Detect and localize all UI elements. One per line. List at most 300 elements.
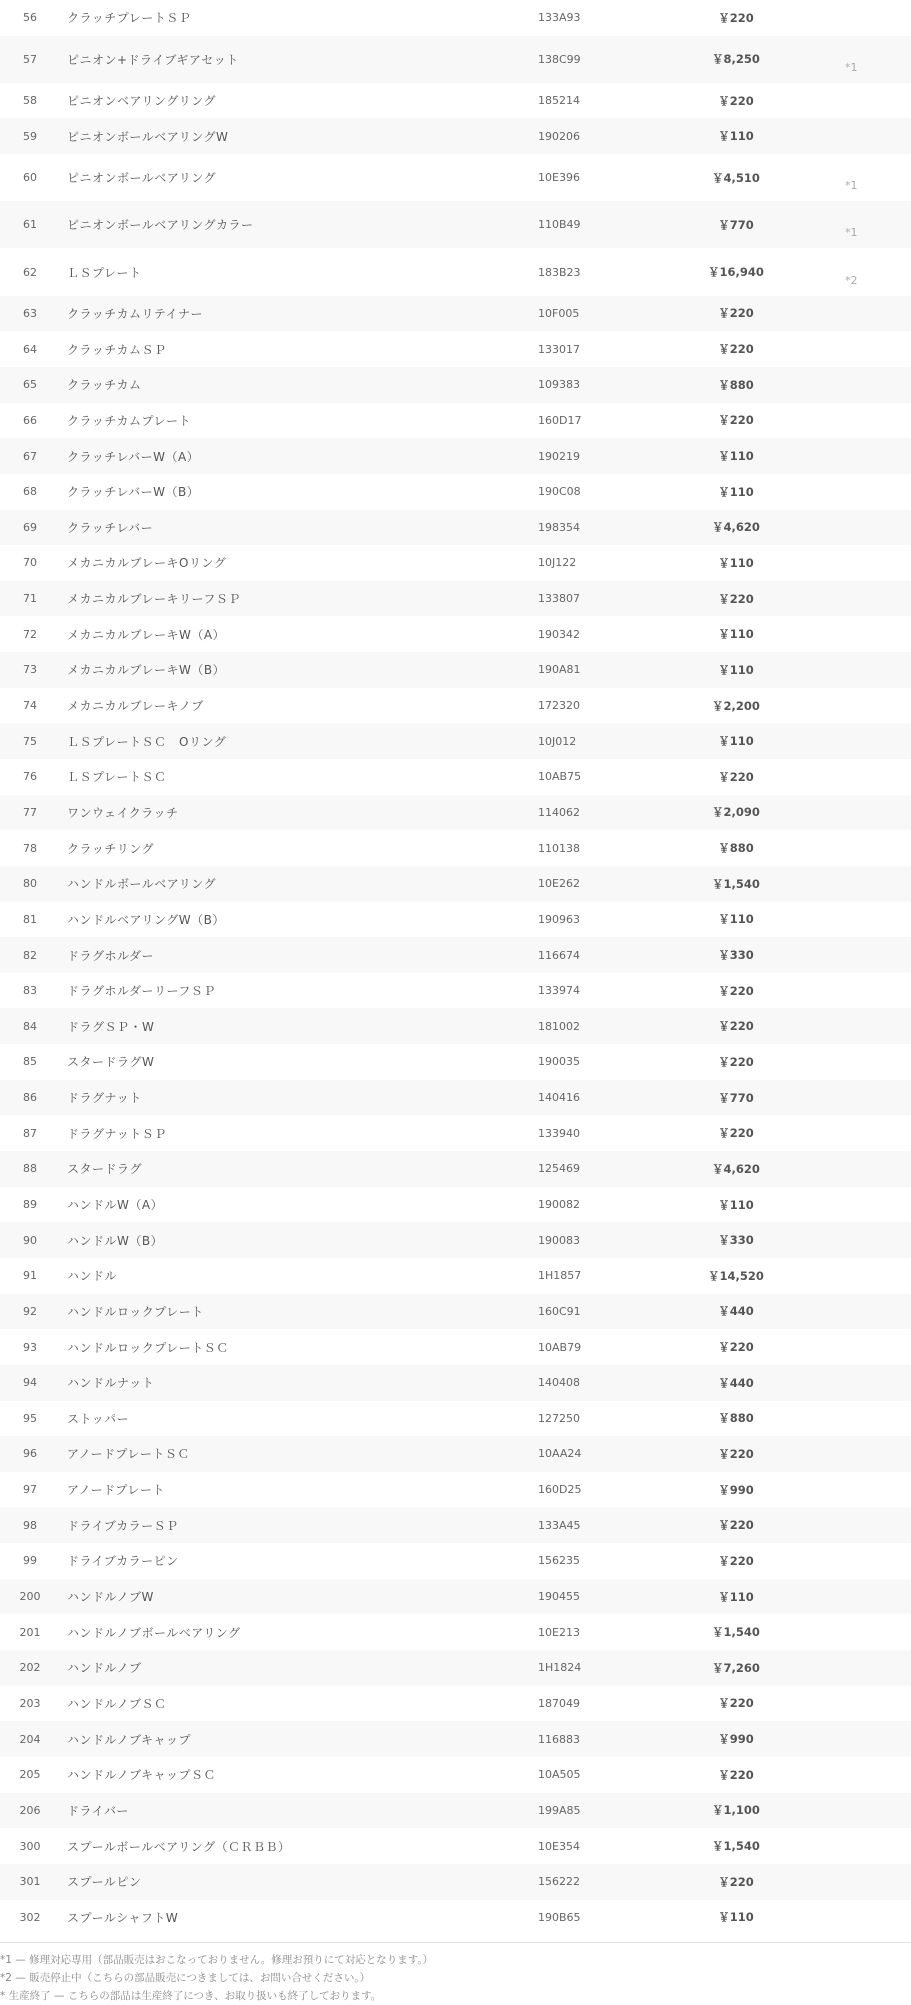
part-name: ハンドルノブキャップ: [67, 1732, 192, 1747]
part-code: 190A81: [538, 663, 581, 677]
part-note: [845, 1401, 885, 1437]
part-note: [845, 723, 885, 759]
part-note: [845, 1258, 885, 1294]
table-row: [0, 937, 911, 973]
part-name: ピニオンボールベアリング: [67, 171, 217, 186]
part-number: 73: [23, 663, 37, 677]
part-number: 78: [23, 841, 37, 855]
part-name: ピニオンボールベアリングW: [67, 129, 229, 144]
part-code: 181002: [538, 1019, 580, 1033]
table-row: [0, 1329, 911, 1365]
part-number: 60: [23, 171, 37, 185]
part-price: ￥110: [718, 129, 754, 144]
part-name: ドライバー: [67, 1803, 129, 1818]
part-name: クラッチレバーW（A）: [67, 449, 200, 464]
part-note: [845, 1436, 885, 1472]
part-name: ハンドルW（A）: [67, 1198, 164, 1212]
table-row: [0, 510, 911, 546]
part-note: [845, 795, 885, 831]
part-code: 110138: [538, 841, 580, 855]
part-note: [845, 474, 885, 510]
part-price: ￥220: [718, 1340, 754, 1355]
part-name: ワンウェイクラッチ: [67, 805, 179, 820]
part-note: [845, 545, 885, 581]
part-note: *1: [845, 60, 858, 74]
table-row: [0, 688, 911, 724]
part-number: 205: [19, 1768, 41, 1782]
part-price: ￥8,250: [712, 52, 760, 67]
table-row: [0, 866, 911, 902]
part-note: [845, 83, 885, 119]
part-number: 89: [23, 1198, 37, 1211]
part-code: 10J012: [538, 734, 577, 748]
part-code: 10A505: [538, 1768, 581, 1782]
part-price: ￥220: [718, 413, 754, 428]
part-name: クラッチレバーW（B）: [67, 485, 200, 500]
part-name: ハンドルノブＳＣ: [67, 1696, 167, 1711]
part-note: [845, 1864, 885, 1900]
table-row: [0, 1614, 911, 1650]
part-name: クラッチカムリテイナー: [67, 306, 203, 321]
part-code: 198354: [538, 520, 580, 534]
table-row: [0, 545, 911, 581]
part-code: 190455: [538, 1590, 580, 1604]
part-code: 160D17: [538, 413, 582, 427]
part-price: ￥220: [718, 1019, 754, 1034]
part-note: [845, 1507, 885, 1543]
part-note: *1: [845, 226, 858, 240]
part-name: クラッチカム: [67, 378, 142, 393]
part-code: 133017: [538, 342, 580, 356]
part-price: ￥220: [718, 93, 754, 108]
part-name: ドラグＳＰ・W: [67, 1019, 155, 1034]
part-code: 127250: [538, 1411, 580, 1425]
part-note: [845, 1008, 885, 1044]
part-price: ￥1,100: [712, 1803, 760, 1818]
part-name: メカニカルブレーキW（B）: [67, 663, 226, 678]
part-number: 97: [23, 1483, 37, 1497]
part-name: ドラグホルダー: [67, 948, 155, 963]
part-code: 10E354: [538, 1839, 580, 1853]
table-row: [0, 201, 911, 248]
part-note: [845, 1900, 885, 1936]
table-row: [0, 438, 911, 474]
part-price: ￥220: [718, 1874, 754, 1889]
part-number: 94: [23, 1376, 37, 1390]
part-number: 202: [19, 1661, 41, 1675]
part-code: 10E396: [538, 171, 580, 185]
part-price: ￥990: [718, 1732, 754, 1747]
part-number: 302: [19, 1910, 41, 1924]
part-number: 69: [23, 520, 37, 534]
part-code: 1H1857: [538, 1269, 582, 1283]
part-price: ￥1,540: [712, 1839, 760, 1854]
table-row: [0, 1828, 911, 1864]
part-price: ￥4,620: [712, 520, 760, 535]
part-code: 10AB79: [538, 1340, 582, 1354]
part-note: [845, 652, 885, 688]
part-name: ハンドルノブ: [67, 1661, 142, 1676]
part-price: ￥4,620: [712, 1161, 760, 1176]
part-number: 59: [23, 129, 37, 143]
part-price: ￥880: [718, 1411, 754, 1426]
part-price: ￥220: [718, 1767, 754, 1782]
part-number: 70: [23, 556, 37, 570]
part-name: ストッパー: [67, 1411, 130, 1426]
part-name: ハンドルボールベアリング: [67, 877, 217, 892]
table-row: [0, 0, 911, 36]
part-number: 58: [23, 94, 37, 108]
part-price: ￥110: [718, 734, 754, 749]
part-price: ￥2,200: [712, 698, 760, 713]
part-code: 199A85: [538, 1803, 581, 1817]
part-price: ￥770: [718, 217, 754, 232]
part-name: ドラグナットＳＰ: [67, 1126, 167, 1141]
part-code: 190342: [538, 627, 580, 641]
part-name: ハンドルナット: [67, 1376, 155, 1391]
table-row: [0, 296, 911, 332]
part-price: ￥2,090: [712, 805, 760, 820]
part-code: 190963: [538, 912, 580, 926]
part-name: クラッチプレートＳＰ: [67, 11, 192, 26]
part-code: 190035: [538, 1055, 580, 1069]
part-code: 183B23: [538, 265, 581, 279]
part-number: 95: [23, 1411, 37, 1425]
part-code: 114062: [538, 805, 580, 819]
part-name: メカニカルブレーキW（A）: [67, 627, 226, 642]
part-price: ￥220: [718, 1553, 754, 1568]
part-code: 10AB75: [538, 770, 582, 784]
table-row: [0, 403, 911, 439]
part-name: アノードプレート: [67, 1483, 165, 1498]
part-note: [845, 1080, 885, 1116]
part-code: 156222: [538, 1875, 580, 1889]
table-row: [0, 1472, 911, 1508]
table-row: [0, 616, 911, 652]
table-row: [0, 1900, 911, 1936]
table-row: [0, 1686, 911, 1722]
part-name: ピニオンベアリングリング: [67, 94, 217, 109]
part-code: 133974: [538, 984, 580, 998]
part-note: [845, 403, 885, 439]
part-code: 109383: [538, 378, 580, 392]
table-row: [0, 1365, 911, 1401]
table-row: [0, 795, 911, 831]
part-price: ￥220: [718, 1696, 754, 1711]
table-row: [0, 1187, 911, 1223]
table-row: [0, 1650, 911, 1686]
part-price: ￥1,540: [712, 1625, 760, 1640]
part-code: 156235: [538, 1554, 580, 1568]
part-code: 160C91: [538, 1304, 581, 1318]
part-number: 80: [23, 877, 37, 891]
part-name: ハンドルベアリングW（B）: [67, 912, 225, 927]
table-row: [0, 1008, 911, 1044]
part-number: 76: [23, 770, 37, 784]
part-number: 71: [23, 592, 37, 606]
part-code: 10E262: [538, 877, 580, 891]
part-number: 91: [23, 1269, 37, 1283]
part-note: [845, 1579, 885, 1615]
part-price: ￥440: [718, 1304, 754, 1319]
part-code: 133807: [538, 592, 580, 606]
part-code: 190B65: [538, 1910, 581, 1924]
table-row: [0, 1258, 911, 1294]
part-code: 190082: [538, 1198, 580, 1211]
part-note: [845, 438, 885, 474]
part-name: クラッチカムプレート: [67, 413, 192, 428]
part-name: ハンドルロックプレートＳＣ: [67, 1340, 229, 1355]
part-number: 66: [23, 413, 37, 427]
part-note: [845, 1222, 885, 1258]
part-number: 203: [19, 1696, 41, 1710]
part-price: ￥110: [718, 662, 754, 677]
part-price: ￥220: [718, 1446, 754, 1461]
part-price: ￥440: [718, 1375, 754, 1390]
part-note: [845, 688, 885, 724]
part-code: 116883: [538, 1732, 580, 1746]
part-code: 10E213: [538, 1625, 580, 1639]
part-number: 300: [19, 1839, 41, 1853]
part-name: ハンドル: [67, 1269, 118, 1284]
part-name: ドライブカラーピン: [67, 1554, 179, 1569]
table-row: [0, 1080, 911, 1116]
divider: [0, 1942, 911, 1943]
part-note: [845, 1044, 885, 1080]
table-row: [0, 367, 911, 403]
part-name: ピニオン+ドライブギアセット: [67, 52, 239, 67]
part-note: [845, 937, 885, 973]
part-number: 74: [23, 699, 37, 713]
part-number: 93: [23, 1340, 37, 1354]
part-price: ￥14,520: [708, 1268, 764, 1283]
part-name: スタードラグW: [67, 1055, 155, 1070]
part-code: 10J122: [538, 556, 577, 570]
part-note: [845, 1757, 885, 1793]
footnote-3: * 生産終了 — こちらの部品は生産終了につき、お取り扱いも終了しております。: [0, 1990, 382, 2002]
table-row: [0, 1151, 911, 1187]
part-code: 110B49: [538, 218, 581, 232]
table-row: [0, 1044, 911, 1080]
part-number: 201: [19, 1625, 41, 1639]
part-number: 84: [23, 1019, 37, 1033]
table-row: [0, 154, 911, 201]
part-number: 57: [23, 52, 37, 66]
part-price: ￥220: [718, 1126, 754, 1141]
table-row: [0, 1115, 911, 1151]
table-row: [0, 1757, 911, 1793]
part-name: ハンドルノブW: [67, 1590, 154, 1605]
part-price: ￥220: [718, 1518, 754, 1533]
part-price: ￥880: [718, 377, 754, 392]
part-name: ハンドルノブボールベアリング: [67, 1625, 241, 1640]
part-price: ￥110: [718, 1589, 754, 1604]
part-code: 10AA24: [538, 1447, 582, 1461]
part-code: 116674: [538, 948, 580, 962]
part-name: ドラグホルダーリーフＳＰ: [67, 984, 216, 999]
part-name: ハンドルW（B）: [67, 1233, 164, 1248]
part-name: ＬＳプレート: [67, 265, 142, 280]
part-number: 68: [23, 485, 37, 499]
part-code: 10F005: [538, 306, 580, 320]
table-row: [0, 1222, 911, 1258]
table-row: [0, 118, 911, 154]
part-code: 133940: [538, 1126, 580, 1140]
part-note: *1: [845, 179, 858, 193]
part-code: 138C99: [538, 52, 581, 66]
part-price: ￥7,260: [712, 1660, 760, 1675]
part-number: 200: [19, 1590, 41, 1604]
part-price: ￥220: [718, 342, 754, 357]
part-note: [845, 296, 885, 332]
part-code: 190219: [538, 449, 580, 463]
part-note: [845, 1365, 885, 1401]
part-note: [845, 830, 885, 866]
table-row: [0, 1721, 911, 1757]
part-number: 98: [23, 1518, 37, 1532]
part-number: 99: [23, 1554, 37, 1568]
part-code: 125469: [538, 1162, 580, 1176]
part-note: [845, 118, 885, 154]
part-name: クラッチリング: [67, 841, 155, 856]
table-row: [0, 581, 911, 617]
part-note: [845, 1686, 885, 1722]
part-code: 133A93: [538, 11, 581, 25]
part-note: [845, 759, 885, 795]
part-name: クラッチカムＳＰ: [67, 342, 167, 357]
footnote-2: *2 — 販売停止中（こちらの部品販売につきましては、お問い合せください。）: [0, 1972, 371, 1984]
table-row: [0, 474, 911, 510]
part-price: ￥16,940: [708, 265, 764, 280]
part-note: *2: [845, 273, 858, 287]
part-price: ￥330: [718, 1233, 754, 1248]
part-price: ￥220: [718, 306, 754, 321]
part-name: ピニオンボールベアリングカラー: [67, 218, 254, 233]
part-price: ￥4,510: [712, 170, 760, 185]
part-code: 172320: [538, 699, 580, 713]
part-price: ￥110: [718, 1910, 754, 1925]
part-note: [845, 866, 885, 902]
part-number: 92: [23, 1304, 37, 1318]
part-note: [845, 1187, 885, 1223]
part-number: 56: [23, 11, 37, 25]
table-row: [0, 830, 911, 866]
part-note: [845, 1721, 885, 1757]
part-note: [845, 1115, 885, 1151]
part-code: 1H1824: [538, 1661, 582, 1675]
table-row: [0, 1579, 911, 1615]
part-note: [845, 902, 885, 938]
part-price: ￥770: [718, 1090, 754, 1105]
table-row: [0, 36, 911, 83]
part-number: 64: [23, 342, 37, 356]
part-number: 67: [23, 449, 37, 463]
part-note: [845, 973, 885, 1009]
part-price: ￥110: [718, 484, 754, 499]
part-price: ￥110: [718, 1197, 754, 1212]
part-name: メカニカルブレーキリーフＳＰ: [67, 592, 241, 607]
part-number: 85: [23, 1055, 37, 1069]
part-price: ￥220: [718, 1054, 754, 1069]
part-note: [845, 1650, 885, 1686]
part-number: 77: [23, 805, 37, 819]
part-code: 140416: [538, 1091, 580, 1105]
part-number: 72: [23, 627, 37, 641]
part-note: [845, 367, 885, 403]
part-price: ￥110: [718, 449, 754, 464]
part-price: ￥220: [718, 983, 754, 998]
part-number: 75: [23, 734, 37, 748]
part-note: [845, 581, 885, 617]
part-note: [845, 1828, 885, 1864]
part-code: 190C08: [538, 485, 581, 499]
part-number: 96: [23, 1447, 37, 1461]
part-name: スプールシャフトW: [67, 1910, 179, 1925]
part-name: メカニカルブレーキノブ: [67, 699, 204, 714]
part-price: ￥220: [718, 769, 754, 784]
part-note: [845, 616, 885, 652]
table-row: [0, 331, 911, 367]
part-number: 206: [19, 1803, 41, 1817]
part-note: [845, 1793, 885, 1829]
part-note: [845, 1151, 885, 1187]
table-row: [0, 973, 911, 1009]
table-row: [0, 1543, 911, 1579]
table-row: [0, 83, 911, 119]
part-code: 185214: [538, 94, 580, 108]
part-note: [845, 1614, 885, 1650]
table-row: [0, 1793, 911, 1829]
table-row: [0, 723, 911, 759]
table-row: [0, 248, 911, 295]
part-number: 81: [23, 912, 37, 926]
part-code: 190083: [538, 1233, 580, 1247]
part-code: 140408: [538, 1376, 580, 1390]
part-name: スタードラグ: [67, 1162, 143, 1177]
part-number: 62: [23, 265, 37, 279]
part-number: 82: [23, 948, 37, 962]
part-code: 187049: [538, 1696, 580, 1710]
part-price: ￥880: [718, 841, 754, 856]
part-note: [845, 510, 885, 546]
part-name: クラッチレバー: [67, 520, 154, 535]
table-row: [0, 652, 911, 688]
part-price: ￥220: [718, 10, 754, 25]
part-number: 301: [19, 1875, 41, 1889]
table-row: [0, 1864, 911, 1900]
footnotes: [0, 1951, 911, 2005]
part-number: 90: [23, 1233, 37, 1247]
part-name: ＬＳプレートＳＣ Oリング: [67, 734, 227, 749]
part-name: ハンドルロックプレート: [67, 1304, 204, 1319]
part-number: 86: [23, 1091, 37, 1105]
part-price: ￥110: [718, 627, 754, 642]
part-note: [845, 1472, 885, 1508]
part-number: 88: [23, 1162, 37, 1176]
part-number: 83: [23, 984, 37, 998]
part-price: ￥110: [718, 555, 754, 570]
table-row: [0, 1401, 911, 1437]
part-name: ドラグナット: [67, 1091, 142, 1106]
part-number: 87: [23, 1126, 37, 1140]
part-name: スプールボールベアリング（ＣＲＢＢ）: [67, 1839, 291, 1854]
part-code: 190206: [538, 129, 580, 143]
table-row: [0, 902, 911, 938]
table-row: [0, 1436, 911, 1472]
part-note: [845, 1329, 885, 1365]
part-note: [845, 331, 885, 367]
part-note: [845, 0, 885, 36]
